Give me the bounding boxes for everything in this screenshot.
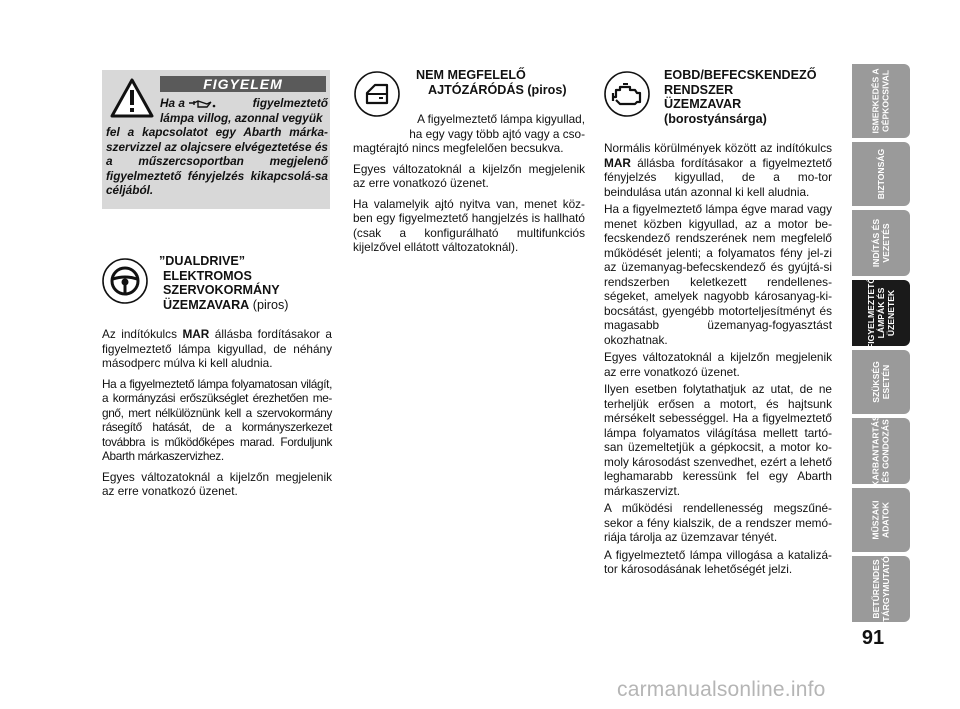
eobd-p4: Ilyen esetben folytathatjuk az utat, de ne terheljük erősen a motort, és hajtsunk mérsékelt sebességgel. Ha a figyelmeztető lámpa folyamatos világítása mellett tartó-san üzemeltetjük a gépkocsit, a motor ko-moly károsodást szenvedhet, ezért a lehető leghamarabb keressünk fel egy Abarth márkaszervizt. xyxy=(604,382,832,498)
dualdrive-p1-b: állásba fordításakor a figyelmeztető lámpa kigyullad, de néhány másodperc múlva ki kell aludnia. xyxy=(102,327,332,370)
eobd-p6: A figyelmeztető lámpa villogása a katalizá-tor károsodásának lehetőségét jelzi. xyxy=(604,547,832,576)
dualdrive-p3: Egyes változatoknál a kijelzőn megjelenik az erre vonatkozó üzenet. xyxy=(102,469,332,498)
dualdrive-p1-a: Az indítókulcs xyxy=(102,327,183,341)
tab-label: MŰSZAKI ADATOK xyxy=(871,500,891,540)
eobd-title-suffix: (borostyánsárga) xyxy=(664,111,767,126)
door-open-icon xyxy=(354,71,400,117)
watermark: carmanualsonline.info xyxy=(617,678,826,701)
dualdrive-title-suffix: (piros) xyxy=(249,297,289,312)
engine-check-icon xyxy=(604,71,650,117)
tab-biztonsag[interactable] xyxy=(852,142,910,206)
oil-service-icon xyxy=(188,99,218,109)
dualdrive-p1-key: MAR xyxy=(182,327,210,341)
tab-label: KARBANTARTÁS ÉS GONDOZÁS xyxy=(871,415,892,487)
door-intro-line1: A figyelmeztető lámpa kigyullad, xyxy=(417,112,585,126)
tab-label: BIZTONSÁG xyxy=(875,148,886,200)
warning-text-a: Ha a xyxy=(160,96,185,110)
warning-box xyxy=(102,70,330,209)
eobd-p1-a: Normális körülmények között az indítókulcs xyxy=(604,141,832,155)
warning-text-line2: lámpa villog, azonnal vegyük xyxy=(160,110,323,125)
warning-triangle-icon xyxy=(110,78,154,118)
warning-text-rest: fel a kapcsolatot egy Abarth márka-szervizzel az olajcsere elvégeztetése és a műszercsoportban megjelenő figyelmeztető fényjelzés kikapcsolá-sa céljából. xyxy=(106,125,328,197)
eobd-title-line1: EOBD/BEFECSKENDEZŐ xyxy=(664,68,817,82)
dualdrive-title-line1: ”DUALDRIVE” xyxy=(159,254,246,268)
eobd-p1-key: MAR xyxy=(604,155,631,170)
tab-karbantartas[interactable] xyxy=(852,415,910,487)
tab-label: ISMERKEDÉS A GÉPKOCSIVAL xyxy=(871,68,892,134)
tab-figyelmezteto[interactable] xyxy=(852,276,910,350)
dualdrive-body xyxy=(102,327,332,499)
dualdrive-p2: Ha a figyelmeztető lámpa folyamatosan világít, a kormányzási erőszükséglet érezhetően me-gnő, mert nélkülöznünk kell a szervokormány rásegítő hatását, de a kormányszerkezet továbbra is működőképes marad. Forduljunk Abarth márkaszervizhez. xyxy=(102,376,332,463)
dualdrive-title-line3: SZERVOKORMÁNY xyxy=(163,283,280,297)
steering-wheel-icon xyxy=(102,258,148,304)
page-number: 91 xyxy=(861,627,885,649)
door-p3: Ha valamelyik ajtó nyitva van, menet köz-ben egy figyelmeztető hangjelzés is hallható (csak a konfigurálható multifunkciós kijelzővel ellátott változatoknál). xyxy=(353,196,585,254)
tab-label: SZÜKSÉG ESETÉN xyxy=(870,361,891,403)
door-body xyxy=(353,112,585,255)
door-title-line2: AJTÓZÁRÓDÁS xyxy=(428,82,524,97)
eobd-p2: Ha a figyelmeztető lámpa égve marad vagy menet közben kigyullad, az a motor be-fecskendező rendszerének nem megfelelő működését jelenti; a folyamatos fény jel-zi az üzemanyag-befecskendező és gyújtá-si rendszerben keletkezett rendellenes-ségeket, amelyek nagyobb károsanyag-ki-bocsátást, gyengébb motorteljesítményt és magasabb üzemanyag-fogyasztást okozhatnak. xyxy=(604,202,832,347)
dualdrive-title xyxy=(159,254,333,312)
door-p2: Egyes változatoknál a kijelzőn megjelenik az erre vonatkozó üzenet. xyxy=(353,161,585,190)
door-title-suffix: (piros) xyxy=(523,82,567,97)
tab-inditas[interactable] xyxy=(852,210,910,276)
door-title xyxy=(416,68,586,97)
eobd-p1 xyxy=(604,141,832,199)
warning-text-line1 xyxy=(160,96,328,111)
door-intro-line2: ha egy vagy több ajtó vagy a cso- xyxy=(409,126,585,141)
tab-label: BETŰRENDES TÁRGYMUTATÓ xyxy=(871,556,891,622)
dualdrive-title-line2: ELEKTROMOS xyxy=(163,268,252,283)
tab-beturendes[interactable] xyxy=(852,556,910,622)
tab-label: FIGYELMEZTETŐ LÁMPÁK ÉS ÜZENETEK xyxy=(866,276,896,350)
dualdrive-p1 xyxy=(102,327,332,371)
eobd-title-line3: ÜZEMZAVAR xyxy=(664,97,742,111)
eobd-title-line2: RENDSZER xyxy=(664,82,734,97)
warning-text-b: figyelmeztető xyxy=(252,96,328,110)
eobd-body xyxy=(604,141,832,577)
eobd-p5: A működési rendellenesség megszűné-sekor a fény kialszik, de a rendszer memó-riája tárolja az üzemzavar tényét. xyxy=(604,501,832,544)
tab-muszaki[interactable] xyxy=(852,488,910,552)
tab-label: INDÍTÁS ÉS VEZETÉS xyxy=(870,218,891,268)
door-title-line1: NEM MEGFELELŐ xyxy=(416,68,526,82)
eobd-p3: Egyes változatoknál a kijelzőn megjelenik az erre vonatkozó üzenet. xyxy=(604,350,832,379)
eobd-title xyxy=(664,68,844,126)
eobd-p1-b: állásba fordításakor a figyelmeztető fényjelzés kigyullad, de a mo-tor beindulása után azonnal ki kell aludnia. xyxy=(604,155,832,199)
tab-ismerkedes[interactable] xyxy=(852,64,910,138)
door-intro-line3: magtérajtó nincs megfelelően becsukva. xyxy=(353,141,564,155)
warning-banner: FIGYELEM xyxy=(160,76,326,92)
dualdrive-title-line4: ÜZEMZAVARA xyxy=(163,297,250,312)
tab-szukseg[interactable] xyxy=(852,350,910,414)
